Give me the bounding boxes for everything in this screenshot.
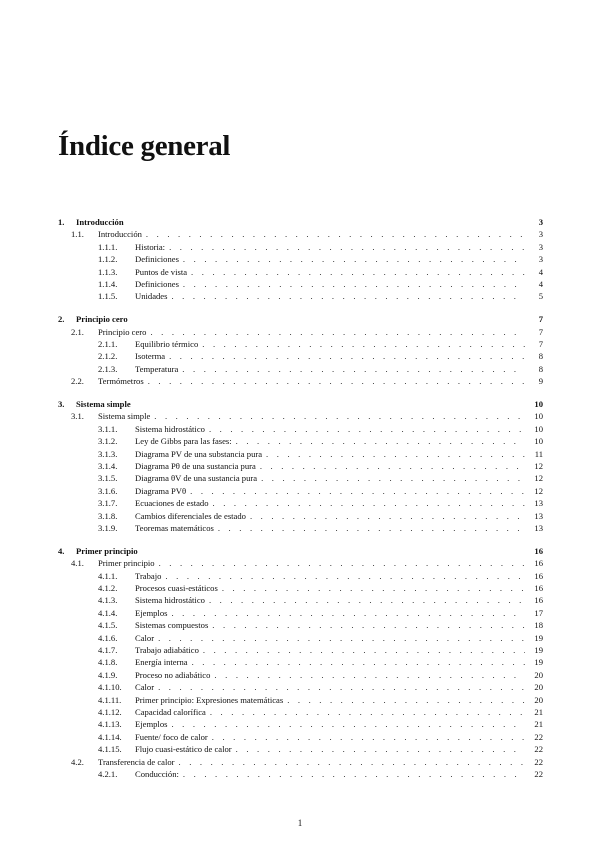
chapter-number: 3. <box>58 399 65 410</box>
dot-leader <box>218 522 525 534</box>
chapter-number: 4. <box>58 545 65 556</box>
dot-leader <box>183 768 525 780</box>
entry-title: Isoterma <box>135 351 166 362</box>
page-number: 1 <box>297 818 303 828</box>
dot-leader <box>150 326 525 338</box>
entry-number: 4.1.5. <box>98 620 118 631</box>
toc-subsection-row[interactable] <box>58 472 543 484</box>
entry-title: Definiciones <box>135 254 179 265</box>
entry-page: 8 <box>538 351 543 362</box>
entry-page: 8 <box>538 363 543 374</box>
toc-subsection-row[interactable] <box>58 266 543 278</box>
chapter-title: Primer principio <box>76 545 138 556</box>
toc-section-row[interactable] <box>58 375 543 387</box>
entry-title: Ley de Gibbs para las fases: <box>135 436 232 447</box>
toc-subsection-row[interactable] <box>58 743 543 755</box>
toc-subsection-row[interactable] <box>58 594 543 606</box>
dot-leader <box>154 410 525 422</box>
entry-page: 16 <box>534 570 543 581</box>
dot-leader <box>214 669 525 681</box>
entry-page: 9 <box>538 376 543 387</box>
entry-title: Termómetros <box>98 376 144 387</box>
entry-number: 2.1. <box>71 326 84 337</box>
toc-subsection-row[interactable] <box>58 448 543 460</box>
entry-title: Sistema simple <box>98 411 151 422</box>
entry-number: 4.1.8. <box>98 657 118 668</box>
entry-number: 4.1.10. <box>98 682 122 693</box>
entry-page: 10 <box>534 423 543 434</box>
entry-page: 19 <box>534 645 543 655</box>
dot-leader <box>202 338 525 350</box>
dot-leader <box>158 632 525 644</box>
entry-page: 16 <box>534 583 543 594</box>
dot-leader <box>190 485 525 497</box>
dot-leader <box>266 448 525 460</box>
entry-title: Energía interna <box>135 657 188 668</box>
entry-page: 13 <box>534 498 543 509</box>
entry-title: Flujo cuasi-estático de calor <box>135 744 232 755</box>
chapter-title: Introducción <box>76 217 124 227</box>
toc-chapter-row[interactable] <box>58 216 543 228</box>
toc-subsection-row[interactable] <box>58 632 543 644</box>
entry-title: Transferencia de calor <box>98 756 175 767</box>
entry-title: Diagrama θV de una sustancia pura <box>135 473 258 484</box>
dot-leader <box>182 363 525 375</box>
entry-page: 3 <box>538 229 543 240</box>
toc-subsection-row[interactable] <box>58 570 543 582</box>
toc-subsection-row[interactable] <box>58 718 543 730</box>
entry-title: Sistemas compuestos <box>135 620 209 631</box>
chapter-title: Principio cero <box>76 314 128 325</box>
entry-page: 13 <box>534 510 543 521</box>
entry-title: Proceso no adiabático <box>135 669 211 680</box>
dot-leader <box>250 510 525 522</box>
entry-title: Sistema hidrostático <box>135 423 205 434</box>
dot-leader <box>171 718 525 730</box>
dot-leader <box>203 644 525 656</box>
toc-subsection-row[interactable] <box>58 363 543 375</box>
entry-number: 4.1.2. <box>98 583 118 594</box>
toc-chapter-row[interactable] <box>58 313 543 325</box>
entry-title: Equilibrio térmico <box>135 339 199 350</box>
toc-section-row[interactable] <box>58 228 543 240</box>
dot-leader <box>165 570 525 582</box>
dot-leader <box>236 435 525 447</box>
entry-number: 1.1.5. <box>98 291 118 302</box>
chapter-number: 2. <box>58 314 65 325</box>
toc-subsection-row[interactable] <box>58 497 543 509</box>
entry-title: Conducción: <box>135 768 179 779</box>
toc-chapter-row[interactable] <box>58 545 543 557</box>
entry-title: Calor <box>135 682 155 693</box>
entry-page: 17 <box>534 607 543 618</box>
entry-number: 2.1.3. <box>98 363 118 374</box>
entry-title: Principio cero <box>98 326 147 337</box>
dot-leader <box>159 557 525 569</box>
chapter-page: 3 <box>538 217 543 227</box>
toc-subsection-row[interactable] <box>58 278 543 290</box>
entry-number: 4.1.13. <box>98 719 122 730</box>
entry-page: 21 <box>534 719 543 730</box>
entry-title: Primer principio: Expresiones matemáticas <box>135 694 284 705</box>
dot-leader <box>146 228 525 240</box>
entry-number: 2.2. <box>71 376 84 387</box>
chapter-spacer <box>58 388 543 399</box>
entry-number: 4.1.1. <box>98 570 118 581</box>
entry-title: Cambios diferenciales de estado <box>135 510 246 521</box>
dot-leader <box>191 266 525 278</box>
entry-title: Capacidad calorífica <box>135 706 206 717</box>
chapter-spacer <box>58 534 543 545</box>
toc-subsection-row[interactable] <box>58 768 543 780</box>
entry-page: 22 <box>534 744 543 755</box>
dot-leader <box>179 756 525 768</box>
entry-number: 4.1.6. <box>98 632 118 643</box>
entry-number: 1.1. <box>71 229 84 240</box>
entry-title: Introducción <box>98 229 142 240</box>
entry-number: 3.1.5. <box>98 473 118 484</box>
entry-title: Diagrama Pθ de una sustancia pura <box>135 461 256 472</box>
entry-page: 22 <box>534 756 543 767</box>
chapter-number: 1. <box>58 217 65 227</box>
entry-page: 20 <box>534 682 543 693</box>
entry-page: 20 <box>534 694 543 705</box>
toc-subsection-row[interactable] <box>58 241 543 253</box>
dot-leader <box>183 278 525 290</box>
entry-page: 21 <box>534 706 543 717</box>
toc-section-row[interactable] <box>58 756 543 768</box>
toc-subsection-row[interactable] <box>58 706 543 718</box>
toc-subsection-row[interactable] <box>58 338 543 350</box>
toc-subsection-row[interactable] <box>58 290 543 302</box>
entry-title: Primer principio <box>98 558 155 569</box>
toc-subsection-row[interactable] <box>58 423 543 435</box>
entry-page: 4 <box>538 266 543 277</box>
entry-number: 3.1.7. <box>98 498 118 509</box>
entry-page: 16 <box>534 595 543 606</box>
entry-number: 3.1.2. <box>98 436 118 447</box>
entry-number: 4.2.1. <box>98 768 118 779</box>
dot-leader <box>260 460 525 472</box>
entry-number: 4.1.15. <box>98 744 122 755</box>
entry-title: Ejemplos <box>135 607 168 618</box>
entry-page: 19 <box>534 632 543 643</box>
entry-number: 4.1. <box>71 558 84 569</box>
dot-leader <box>158 681 525 693</box>
toc-subsection-row[interactable] <box>58 522 543 534</box>
entry-number: 4.1.12. <box>98 706 122 717</box>
entry-title: Calor <box>135 632 155 643</box>
entry-title: Diagrama PV de una substancia pura <box>135 448 263 459</box>
toc-subsection-row[interactable] <box>58 656 543 668</box>
entry-number: 3.1.3. <box>98 448 118 459</box>
entry-number: 2.1.2. <box>98 351 118 362</box>
entry-page: 4 <box>538 278 543 289</box>
entry-page: 7 <box>538 339 543 350</box>
dot-leader <box>209 423 525 435</box>
toc-subsection-row[interactable] <box>58 694 543 706</box>
dot-leader <box>169 350 525 362</box>
toc-subsection-row[interactable] <box>58 510 543 522</box>
toc-subsection-row[interactable] <box>58 485 543 497</box>
table-of-contents <box>58 216 543 780</box>
entry-page: 11 <box>534 448 543 459</box>
dot-leader <box>183 253 525 265</box>
toc-subsection-row[interactable] <box>58 253 543 265</box>
dot-leader <box>222 582 525 594</box>
toc-subsection-row[interactable] <box>58 619 543 631</box>
toc-subsection-row[interactable] <box>58 350 543 362</box>
entry-page: 10 <box>534 436 543 447</box>
entry-number: 4.1.11. <box>98 694 122 705</box>
chapter-title: Sistema simple <box>76 399 131 410</box>
dot-leader <box>210 706 525 718</box>
entry-page: 12 <box>534 473 543 484</box>
entry-number: 1.1.2. <box>98 254 118 265</box>
toc-subsection-row[interactable] <box>58 644 543 656</box>
entry-page: 18 <box>534 620 543 631</box>
entry-page: 13 <box>534 522 543 533</box>
toc-section-row[interactable] <box>58 557 543 569</box>
dot-leader <box>236 743 525 755</box>
entry-page: 19 <box>534 657 543 668</box>
dot-leader <box>213 497 526 509</box>
chapter-spacer <box>58 303 543 314</box>
entry-number: 4.1.4. <box>98 607 118 618</box>
entry-number: 1.1.3. <box>98 266 118 277</box>
dot-leader <box>192 656 525 668</box>
page-title: Índice general <box>58 130 231 162</box>
toc-subsection-row[interactable] <box>58 460 543 472</box>
entry-number: 2.1.1. <box>98 339 118 350</box>
entry-page: 10 <box>534 411 543 422</box>
entry-page: 12 <box>534 461 543 472</box>
entry-number: 3.1.6. <box>98 485 118 496</box>
entry-title: Sistema hidrostático <box>135 595 205 606</box>
entry-number: 4.1.3. <box>98 595 118 606</box>
entry-page: 7 <box>538 326 543 337</box>
entry-number: 3.1.4. <box>98 461 118 472</box>
entry-title: Procesos cuasi-estáticos <box>135 583 218 594</box>
entry-number: 4.1.7. <box>98 645 118 655</box>
toc-subsection-row[interactable] <box>58 731 543 743</box>
entry-number: 3.1.9. <box>98 522 118 533</box>
toc-section-row[interactable] <box>58 410 543 422</box>
entry-title: Ejemplos <box>135 719 168 730</box>
entry-title: Diagrama PVθ <box>135 485 187 496</box>
entry-page: 16 <box>534 558 543 569</box>
chapter-page: 10 <box>534 399 543 410</box>
entry-number: 3.1. <box>71 411 84 422</box>
entry-page: 12 <box>534 485 543 496</box>
entry-page: 3 <box>538 241 543 252</box>
dot-leader <box>287 694 525 706</box>
entry-title: Historia: <box>135 241 166 252</box>
entry-title: Temperatura <box>135 363 179 374</box>
toc-chapter-row[interactable] <box>58 398 543 410</box>
toc-subsection-row[interactable] <box>58 582 543 594</box>
entry-number: 4.1.9. <box>98 669 118 680</box>
toc-section-row[interactable] <box>58 326 543 338</box>
entry-page: 22 <box>534 768 543 779</box>
dot-leader <box>261 472 525 484</box>
dot-leader <box>169 241 525 253</box>
entry-title: Trabajo adiabático <box>135 645 199 655</box>
entry-title: Trabajo <box>135 570 162 581</box>
dot-leader <box>171 607 525 619</box>
dot-leader <box>171 290 525 302</box>
entry-page: 5 <box>538 291 543 302</box>
entry-number: 1.1.4. <box>98 278 118 289</box>
entry-title: Fuente/ foco de calor <box>135 731 208 742</box>
dot-leader <box>209 594 525 606</box>
dot-leader <box>148 375 525 387</box>
toc-subsection-row[interactable] <box>58 607 543 619</box>
dot-leader <box>212 619 525 631</box>
toc-subsection-row[interactable] <box>58 669 543 681</box>
entry-page: 20 <box>534 669 543 680</box>
entry-title: Teoremas matemáticos <box>135 522 214 533</box>
entry-number: 3.1.1. <box>98 423 118 434</box>
entry-page: 3 <box>538 254 543 265</box>
entry-number: 1.1.1. <box>98 241 118 252</box>
chapter-page: 16 <box>534 545 543 556</box>
entry-number: 4.2. <box>71 756 84 767</box>
entry-title: Puntos de vista <box>135 266 188 277</box>
dot-leader <box>212 731 525 743</box>
toc-subsection-row[interactable] <box>58 435 543 447</box>
chapter-page: 7 <box>538 314 543 325</box>
entry-title: Definiciones <box>135 278 179 289</box>
entry-number: 4.1.14. <box>98 731 122 742</box>
entry-title: Unidades <box>135 291 168 302</box>
entry-number: 3.1.8. <box>98 510 118 521</box>
toc-subsection-row[interactable] <box>58 681 543 693</box>
entry-title: Ecuaciones de estado <box>135 498 209 509</box>
entry-page: 22 <box>534 731 543 742</box>
